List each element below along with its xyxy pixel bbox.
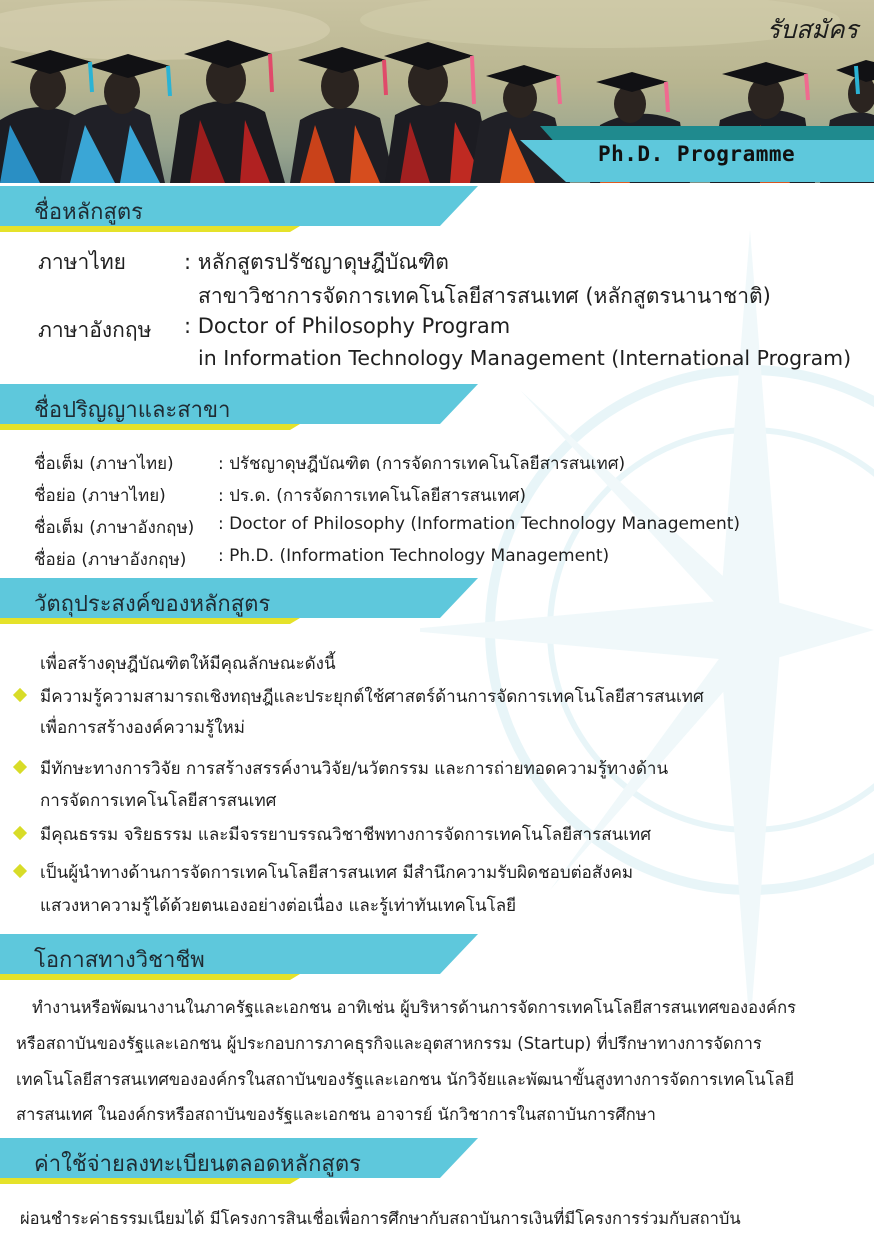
degree-row-value: : ปร.ด. (การจัดการเทคโนโลยีสารสนเทศ) <box>218 486 527 506</box>
section-title-course-name: ชื่อหลักสูตร <box>34 200 143 225</box>
diamond-bullet-icon <box>13 688 27 702</box>
degree-row-label: ชื่อย่อ (ภาษาไทย) <box>34 486 166 506</box>
eng-name-line2: in Information Technology Management (International Program) <box>198 346 852 370</box>
degree-row-label: ชื่อเต็ม (ภาษาอังกฤษ) <box>34 518 195 538</box>
degree-row-value: : Doctor of Philosophy (Information Technology Management) <box>218 514 741 534</box>
objective-item-line1: มีคุณธรรม จริยธรรม และมีจรรยาบรรณวิชาชีพทางการจัดการเทคโนโลยีสารสนเทศ <box>40 825 652 845</box>
objectives-intro: เพื่อสร้างดุษฎีบัณฑิตให้มีคุณลักษณะดังนี้ <box>40 654 336 674</box>
section-title-fees: ค่าใช้จ่ายลงทะเบียนตลอดหลักสูตร <box>34 1152 361 1177</box>
diamond-bullet-icon <box>13 760 27 774</box>
section-title-degree: ชื่อปริญญาและสาขา <box>34 398 231 423</box>
career-paragraph-line: เทคโนโลยีสารสนเทศขององค์กรในสถาบันของรัฐและเอกชน นักวิจัยและพัฒนาขั้นสูงทางการจัดการเทคโนโลยี <box>16 1070 795 1089</box>
programme-title: Ph.D. Programme <box>598 142 796 166</box>
career-paragraph-line: ทำงานหรือพัฒนางานในภาครัฐและเอกชน อาทิเช่น ผู้บริหารด้านการจัดการเทคโนโลยีสารสนเทศขององค์กร <box>32 998 796 1017</box>
apply-label: รับสมัคร <box>766 15 858 44</box>
section-header-course-name <box>0 186 480 232</box>
objective-item-line2: แสวงหาความรู้ได้ด้วยตนเองอย่างต่อเนื่อง และรู้เท่าทันเทคโนโลยี <box>40 896 517 916</box>
section-title-career: โอกาสทางวิชาชีพ <box>34 948 205 973</box>
section-header-career <box>0 934 480 980</box>
objective-item-line1: เป็นผู้นำทางด้านการจัดการเทคโนโลยีสารสนเทศ มีสำนึกความรับผิดชอบต่อสังคม <box>40 863 634 883</box>
section-header-objectives <box>0 578 480 624</box>
diamond-bullet-icon <box>13 826 27 840</box>
career-paragraph-line: หรือสถาบันของรัฐและเอกชน ผู้ประกอบการภาคธุรกิจและอุตสาหกรรม (Startup) ที่ปรึกษาทางการจัดการ <box>16 1034 762 1053</box>
section-header-fees <box>0 1138 480 1184</box>
objective-item-line1: มีทักษะทางการวิจัย การสร้างสรรค์งานวิจัย/นวัตกรรม และการถ่ายทอดความรู้ทางด้าน <box>40 759 669 779</box>
diamond-bullet-icon <box>13 864 27 878</box>
degree-row-value: : ปรัชญาดุษฎีบัณฑิต (การจัดการเทคโนโลยีสารสนเทศ) <box>218 454 626 474</box>
thai-name-line2: สาขาวิชาการจัดการเทคโนโลยีสารสนเทศ (หลักสูตรนานาชาติ) <box>198 284 771 308</box>
degree-row-value: : Ph.D. (Information Technology Management) <box>218 546 610 566</box>
objective-item-line2: การจัดการเทคโนโลยีสารสนเทศ <box>40 791 277 811</box>
eng-name-label: ภาษาอังกฤษ <box>38 318 152 342</box>
career-paragraph-line: สารสนเทศ ในองค์กรหรือสถาบันของรัฐและเอกชน อาจารย์ นักวิชาการในสถาบันการศึกษา <box>16 1105 656 1124</box>
thai-name-line1: : หลักสูตรปรัชญาดุษฎีบัณฑิต <box>184 250 449 274</box>
objective-item-line1: มีความรู้ความสามารถเชิงทฤษฎีและประยุกต์ใช้ศาสตร์ด้านการจัดการเทคโนโลยีสารสนเทศ <box>40 687 704 707</box>
section-title-objectives: วัตถุประสงค์ของหลักสูตร <box>34 592 271 617</box>
section-header-degree <box>0 384 480 430</box>
thai-name-label: ภาษาไทย <box>38 250 126 274</box>
degree-row-label: ชื่อเต็ม (ภาษาไทย) <box>34 454 174 474</box>
compass-watermark <box>420 190 874 1010</box>
programme-banner <box>480 126 874 182</box>
objective-item-line2: เพื่อการสร้างองค์ความรู้ใหม่ <box>40 718 245 738</box>
eng-name-line1: : Doctor of Philosophy Program <box>184 314 511 338</box>
fees-text: ผ่อนชำระค่าธรรมเนียมได้ มีโครงการสินเชื่อเพื่อการศึกษากับสถาบันการเงินที่มีโครงการร่วมกับสถาบัน <box>20 1209 741 1228</box>
degree-row-label: ชื่อย่อ (ภาษาอังกฤษ) <box>34 550 187 570</box>
